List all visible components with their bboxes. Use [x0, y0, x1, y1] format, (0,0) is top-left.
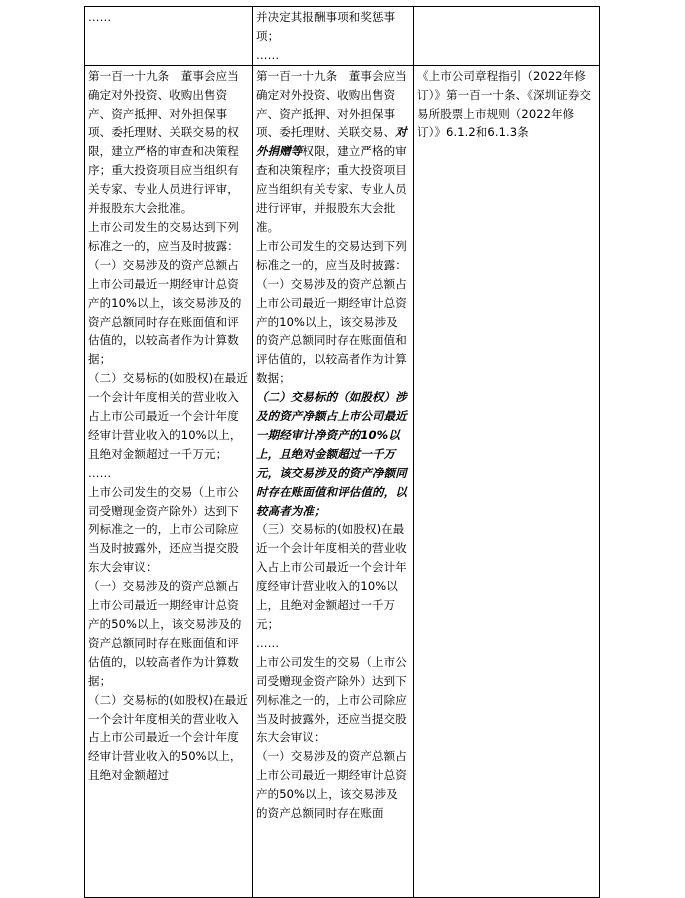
- paragraph: （一）交易涉及的资产总额占上市公司最近一期经审计总资产的50%以上，该交易涉及的资产总额同时存在账面: [256, 749, 407, 821]
- paragraph: ……: [88, 465, 112, 480]
- article-119-paragraph: 第一百一十九条 董事会应当确定对外投资、收购出售资产、资产抵押、对外担保事项、委托理财、关联交易的权限，建立严格的审查和决策程序；重大投资项目应当组织有关专家、专业人员进行评审，并报股东大会批准。: [88, 68, 239, 216]
- paragraph: 上市公司发生的交易达到下列标准之一的，应当及时披露：: [88, 219, 239, 253]
- paragraph: ……: [256, 47, 280, 62]
- text-segment: 第一百一十九条 董事会应当确定对外投资、收购出售资产、资产抵押、对外担保事项、委托理财、关联交易、: [256, 68, 407, 140]
- table-row: [85, 7, 600, 66]
- paragraph: （一）交易涉及的资产总额占上市公司最近一期经审计总资产的50%以上，该交易涉及的资产总额同时存在账面值和评估值的，以较高者作为计算数据；: [88, 579, 242, 688]
- paragraph: （三）交易标的(如股权)在最近一个会计年度相关的营业收入占上市公司最近一个会计年度经审计营业收入的10%以上，且绝对金额超过一千万元；: [256, 522, 407, 631]
- revised-text-cell: [253, 7, 414, 66]
- text-segment: 权限，建立严格的审查和决策程序；重大投资项目应当组织有关专家、专业人员进行评审，并报股东大会批准。: [256, 144, 407, 234]
- paragraph: （一）交易涉及的资产总额占上市公司最近一期经审计总资产的10%以上，该交易涉及的资产总额同时存在账面值和评估值的，以较高者作为计算数据；: [256, 276, 407, 386]
- basis-cell: [414, 7, 600, 66]
- paragraph: ……: [256, 635, 280, 650]
- original-text-cell: [85, 65, 253, 897]
- revision-basis-text: 《上市公司章程指引（2022年修订）》第一百一十条、《深圳证券交易所股票上市规则（2022年修订）》6.1.2和6.1.3条: [417, 68, 592, 140]
- article-119-paragraph: [256, 67, 409, 237]
- paragraph: 上市公司发生的交易（上市公司受赠现金资产除外）达到下列标准之一的，上市公司除应当及时披露外，还应当提交股东大会审议：: [256, 654, 407, 745]
- original-text-cell: [85, 7, 253, 66]
- paragraph: 上市公司发生的交易（上市公司受赠现金资产除外）达到下列标准之一的，上市公司除应当及时披露外，还应当提交股东大会审议：: [88, 484, 239, 575]
- paragraph: （二）交易标的(如股权)在最近一个会计年度相关的营业收入占上市公司最近一个会计年度经审计营业收入的50%以上，且绝对金额超过: [88, 692, 248, 783]
- paragraph: （一）交易涉及的资产总额占上市公司最近一期经审计总资产的10%以上，该交易涉及的资产总额同时存在账面值和评估值的，以较高者作为计算数据；: [88, 257, 242, 367]
- paragraph: 上市公司发生的交易达到下列标准之一的，应当及时披露：: [256, 238, 407, 272]
- table-row: [85, 65, 600, 897]
- paragraph: 并决定其报酬事项和奖惩事项；: [256, 10, 396, 43]
- inserted-paragraph: （二）交易标的（如股权）涉及的资产净额占上市公司最近一期经审计净资产的10%以上，且绝对金额超过一千万元，该交易涉及的资产净额同时存在账面值和评估值的，以较高者为准；: [256, 390, 407, 518]
- comparison-table: [84, 6, 600, 898]
- basis-cell: [414, 65, 600, 897]
- revised-text-cell: [253, 65, 414, 897]
- inserted-text: 对外捐赠等: [256, 125, 407, 159]
- paragraph: ……: [88, 10, 112, 24]
- paragraph: （二）交易标的(如股权)在最近一个会计年度相关的营业收入占上市公司最近一个会计年度经审计营业收入的10%以上，且绝对金额超过一千万元；: [88, 371, 248, 461]
